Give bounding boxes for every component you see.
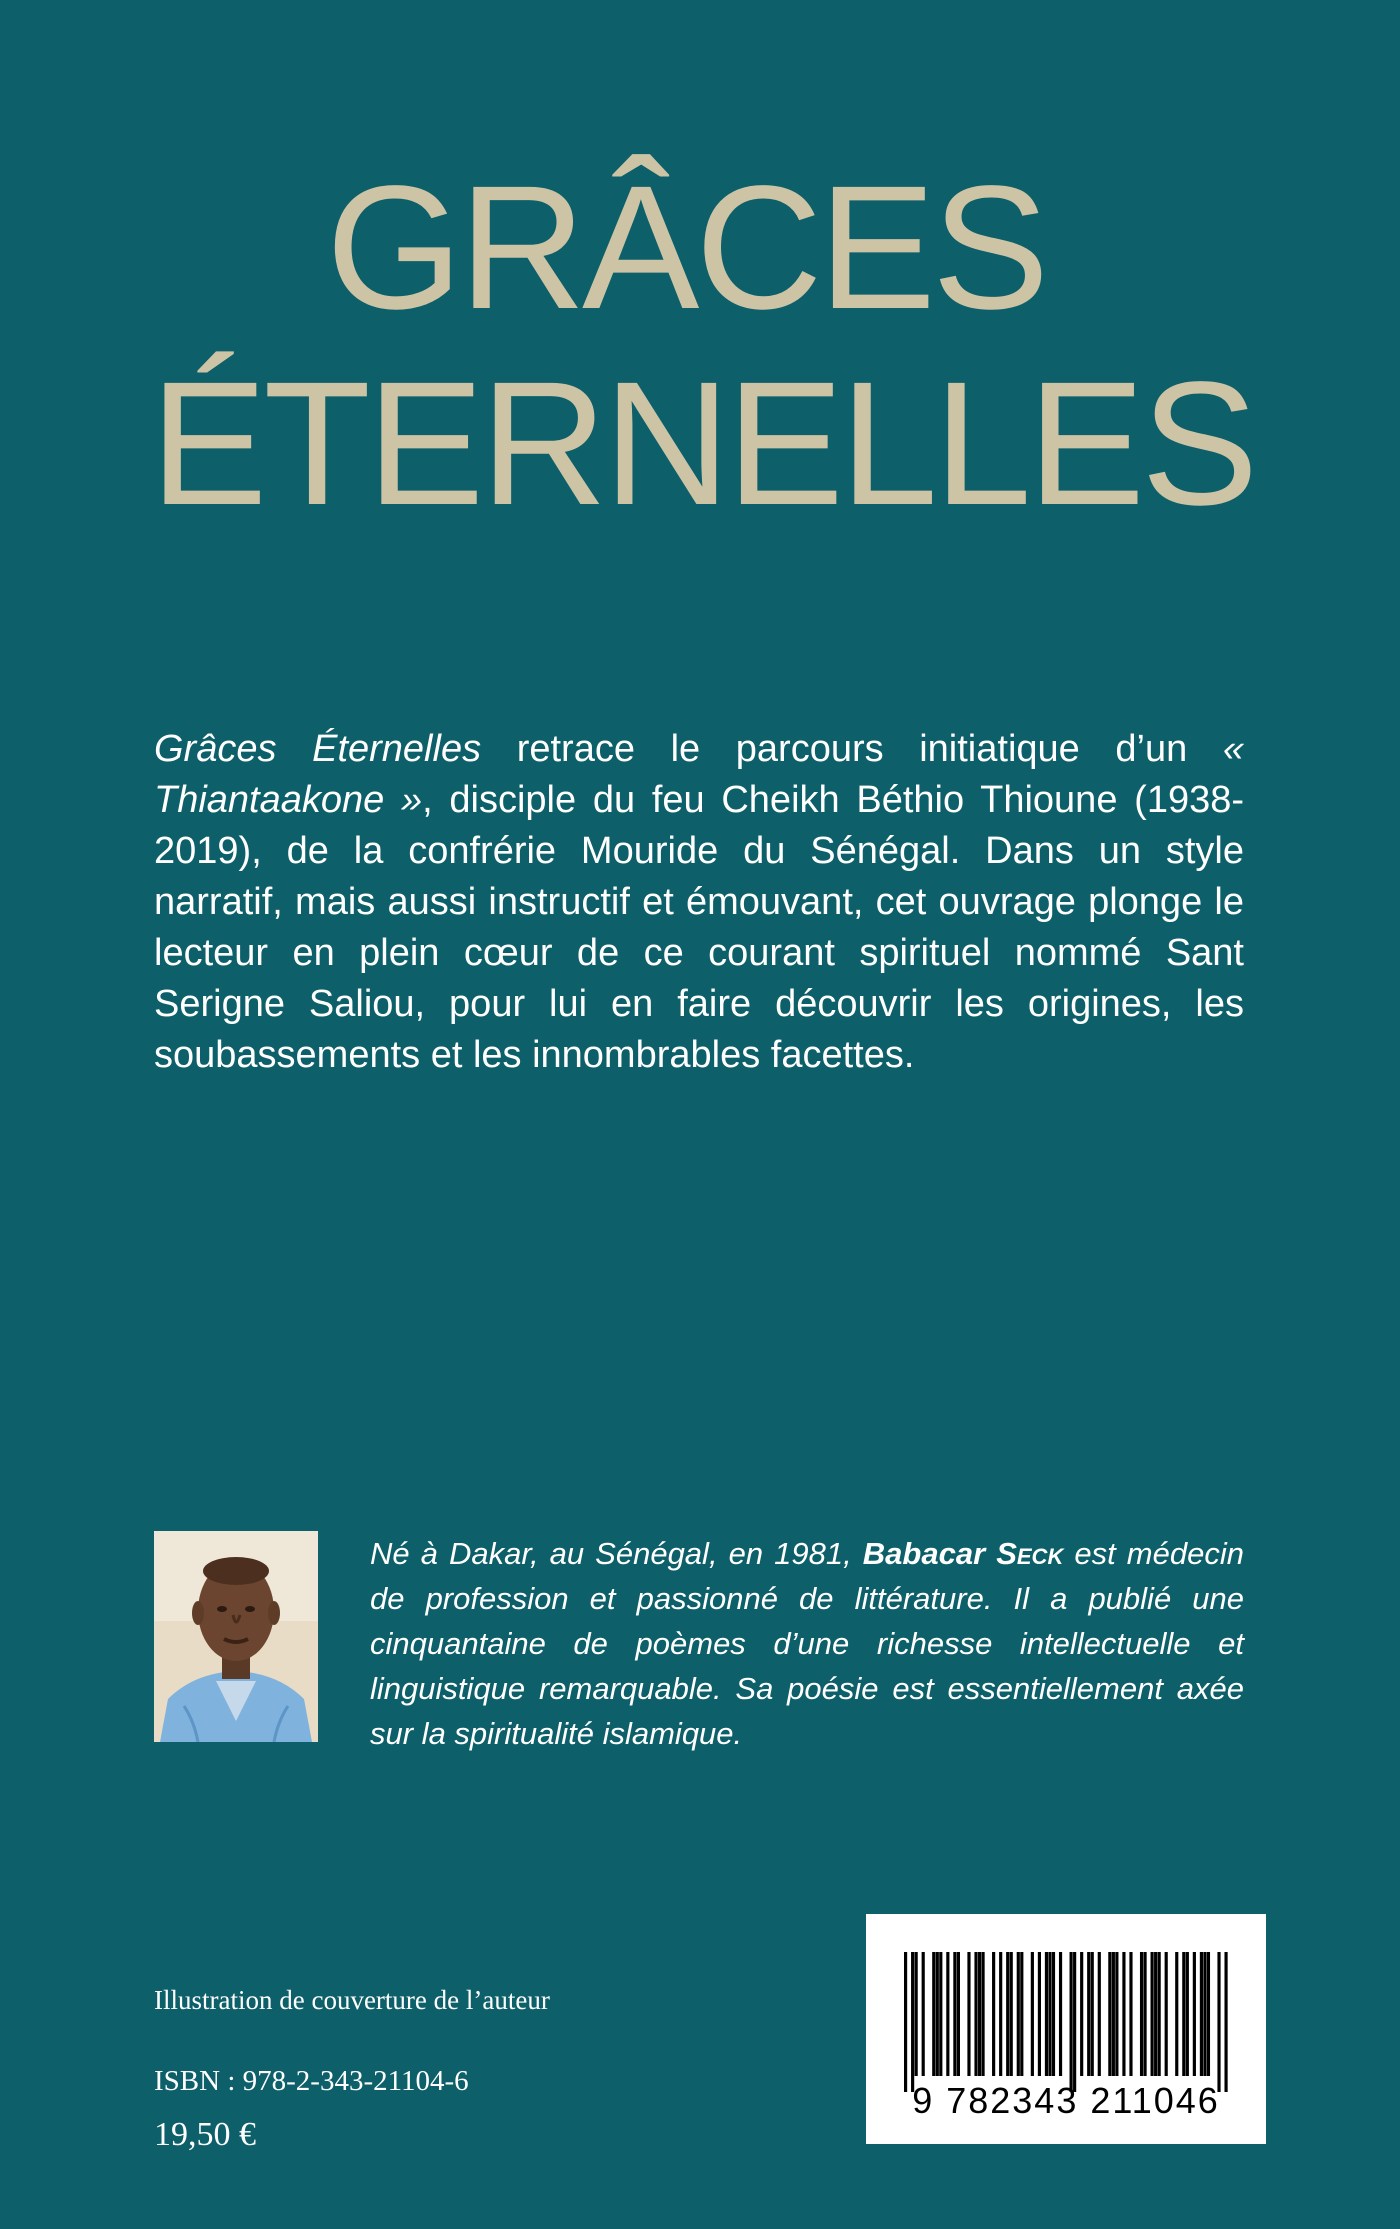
barcode-bar xyxy=(1143,1952,1146,2076)
barcode-bar xyxy=(1115,1952,1118,2076)
book-price: 19,50 € xyxy=(154,2116,256,2153)
barcode-bar xyxy=(1158,1952,1161,2076)
barcode-bar xyxy=(1129,1952,1132,2076)
barcode-bar xyxy=(1182,1952,1185,2076)
author-name xyxy=(863,1536,1064,1571)
barcode-bar xyxy=(915,1952,918,2076)
bio-text-before: Né à Dakar, au Sénégal, en 1981, xyxy=(370,1536,863,1571)
barcode-digits: 9 782343 211046 xyxy=(912,2080,1220,2121)
barcode-bar xyxy=(1038,1952,1041,2076)
barcode-bar xyxy=(1175,1952,1178,2076)
barcode-bar xyxy=(1207,1952,1210,2076)
blurb-text-1: retrace le parcours initiatique d’un xyxy=(481,728,1223,770)
book-blurb xyxy=(154,724,1244,1081)
barcode-bar xyxy=(1193,1952,1196,2076)
barcode-bar xyxy=(1165,1952,1168,2076)
barcode-bar xyxy=(904,1952,907,2092)
barcode-bar xyxy=(967,1952,970,2076)
barcode-bar xyxy=(1087,1952,1090,2076)
barcode-bar xyxy=(978,1952,981,2076)
title-line-2: ÉTERNELLES xyxy=(150,346,1255,542)
barcode-bar xyxy=(1108,1952,1111,2076)
barcode-bar xyxy=(1200,1952,1203,2076)
barcode-bar xyxy=(999,1952,1002,2076)
blurb-book-title: Grâces Éternelles xyxy=(154,728,482,770)
author-bio xyxy=(370,1531,1244,1756)
barcode-bar xyxy=(1091,1952,1094,2076)
blurb-thiantaakone: « Thiantaakone » xyxy=(154,728,1244,821)
bio-text-after: est médecin de profession et passionné de littérature. Il a publié une cinquantaine de poèmes d’une richesse intellectuelle et linguistique remarquable. Sa poésie est essentiellement axée sur la spiritualité islamique. xyxy=(370,1536,1244,1751)
barcode-bar xyxy=(1017,1952,1020,2076)
title-line-1: GRÂCES xyxy=(326,150,1046,346)
author-portrait-photo xyxy=(154,1531,318,1742)
barcode-bar xyxy=(1070,1952,1073,2092)
barcode-bar xyxy=(1073,1952,1076,2092)
barcode-bar xyxy=(981,1952,984,2076)
barcode-bar xyxy=(1098,1952,1101,2076)
barcode-bar xyxy=(1122,1952,1125,2076)
barcode-bar xyxy=(1010,1952,1013,2076)
cover-illustration-credit: Illustration de couverture de l’auteur xyxy=(154,1985,550,2015)
book-title xyxy=(150,150,1270,542)
barcode-bar xyxy=(939,1952,942,2076)
barcode-bar xyxy=(1080,1952,1083,2076)
barcode-bar xyxy=(1186,1952,1189,2076)
barcode-bar xyxy=(922,1952,925,2076)
barcode-bar xyxy=(1154,1952,1157,2076)
barcode-bar xyxy=(957,1952,960,2076)
barcode-bar xyxy=(1140,1952,1143,2076)
barcode-bar xyxy=(992,1952,995,2076)
barcode-bar xyxy=(1006,1952,1009,2076)
barcode xyxy=(866,1914,1266,2144)
author-portrait-icon xyxy=(154,1531,318,1742)
barcode-bar xyxy=(932,1952,935,2076)
barcode-bar xyxy=(953,1952,956,2076)
author-first-name: Babacar xyxy=(862,1536,986,1571)
barcode-bar xyxy=(936,1952,939,2076)
barcode-bar xyxy=(1059,1952,1062,2076)
barcode-bar xyxy=(1203,1952,1206,2076)
barcode-bar xyxy=(1217,1952,1220,2092)
barcode-bar xyxy=(1048,1952,1051,2076)
barcode-bar xyxy=(946,1952,949,2076)
barcode-bar xyxy=(1052,1952,1055,2076)
blurb-text-2: , disciple du feu Cheikh Béthio Thioune (1938-2019), de la confrérie Mouride du Sénégal. Dans un style narratif, mais aussi instructif et émouvant, cet ouvrage plonge le lecteur en plein cœur de ce courant spirituel nommé Sant Serigne Saliou, pour lui en faire découvrir les origines, les soubassements et les innombrables facettes. xyxy=(154,779,1245,1076)
barcode-bar xyxy=(1020,1952,1023,2076)
barcode-bar xyxy=(1031,1952,1034,2076)
isbn-number: ISBN : 978-2-343-21104-6 xyxy=(154,2065,469,2097)
barcode-bar xyxy=(974,1952,977,2076)
author-last-name: Seck xyxy=(996,1536,1064,1571)
barcode-bar xyxy=(1112,1952,1115,2076)
barcode-bar xyxy=(911,1952,914,2092)
barcode-bar xyxy=(1224,1952,1227,2092)
barcode-bar xyxy=(1151,1952,1154,2076)
barcode-bar xyxy=(1045,1952,1048,2076)
